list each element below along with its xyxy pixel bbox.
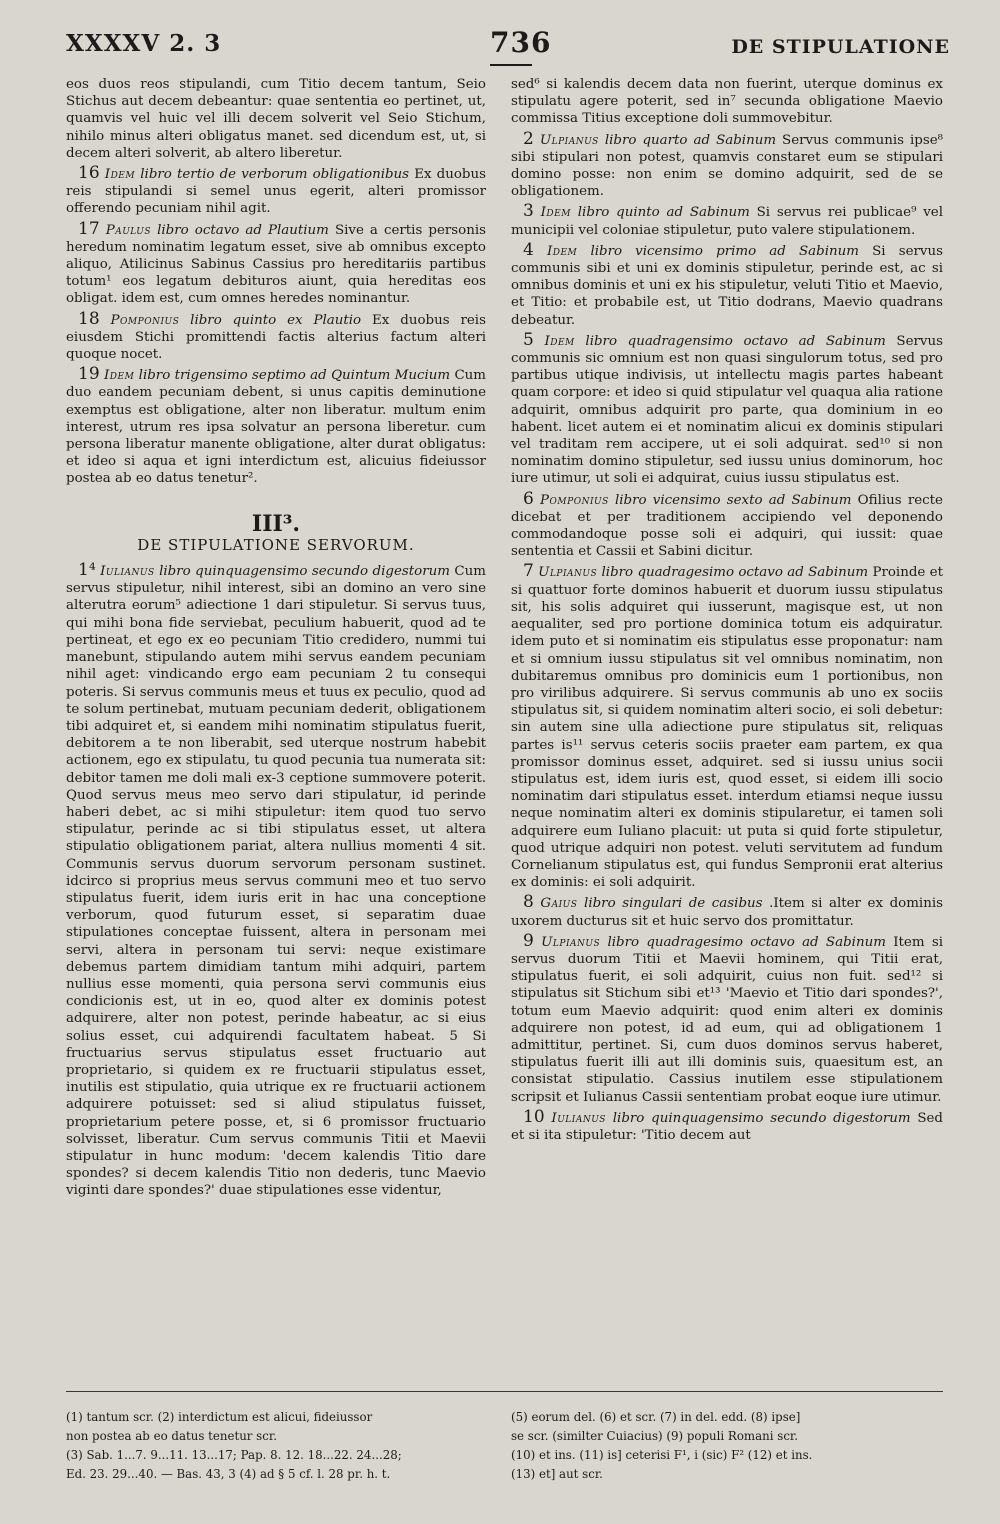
fragment-source: libro quadragensimo octavo ad Sabinum bbox=[585, 333, 886, 349]
fragment-entry bbox=[66, 366, 486, 487]
fragment-number: 5 bbox=[523, 329, 534, 350]
fragment-author: Iulianus bbox=[100, 564, 155, 580]
section-number: III³. bbox=[251, 510, 301, 537]
fragment-source: libro vicensimo sexto ad Sabinum bbox=[614, 492, 852, 508]
fragment-entry bbox=[511, 488, 943, 561]
fragment-text: Ofilius recte dicebat et per traditionem accipiendo vel deponendo commodandoque posse soli ei adquiri, qui iussit: quae sententia et Cassii et Sabini dicitur. bbox=[511, 492, 943, 560]
fragment-source: libro quinto ad Sabinum bbox=[577, 205, 750, 221]
fragment-author: Idem bbox=[104, 368, 135, 384]
header-book-reference: XXXXV 2. 3 bbox=[66, 30, 222, 57]
fragment-source: libro trigensimo septimo ad Quintum Mucium bbox=[138, 368, 451, 384]
footnote-line: se scr. (similter Cuiacius) (9) populi Romani scr. bbox=[511, 1429, 799, 1443]
footnote-line: (13) et] aut scr. bbox=[511, 1467, 603, 1481]
right-entries bbox=[511, 128, 944, 1145]
fragment-author: Gaius bbox=[540, 896, 578, 912]
right-intro-paragraph: sed⁶ si kalendis decem data non fuerint, uterque dominus ex stipulatu agere poterit, sed in⁷ secunda obligatione Maevio commissa Titius exceptione doli summovebitur. bbox=[511, 77, 943, 127]
footnotes-right bbox=[511, 1408, 943, 1484]
fragment-author: Ulpianus bbox=[541, 934, 601, 950]
fragment-text: Cum servus stipuletur, nihil interest, sibi an domino an vero sine alterutra eorum⁵ adiectione 1 dari stipuletur. Si servus tuus, qui mihi bona fide serviebat, peculium habuerit, quod ad te pertineat, et ego ex eo pecuniam Titio credidero, nummi tui manebunt, stipulando autem mihi servus eandem pecuniam nihil aget: vindicando ergo eam pecuniam 2 tu consequi poteris. Si servus communis meus et tuus ex peculio, quod ad te solum pertinebat, mutuam pecuniam dederit, obligationem tibi adquiret et, si eandem mihi nominatim stipulatus fuerit, debitorem a te non liberabit, sed uterque nostrum habebit actionem, ego ex stipulatu, tu quod pecunia tua numerata sit: debitor tamen me doli mali ex-3 ceptione summovere poterit. Quod servus meus meo servo dari stipulatur, id perinde haberi debet, ac si mihi stipuletur: item quod tuo servo stipulatur, perinde ac si tibi stipulatus esset, ut altera stipulatio obligationem pariat, altera nullius momenti 4 sit. Communis servus duorum servorum personam sustinet. idcirco si proprius meus servus communi meo et tuo servo stipulatus fuerit, idem iuris erit in hac una conceptione verborum, quod futurum esset, si separatim duae stipulationes conceptae fuissent, altera in personam mei servi, altera in personam tui servi: neque existimare debemus partem dimidiam tantum mihi adquiri, partem nullius esse momenti, quia persona servi communis eius condicionis est, ut in eo, quod alter ex dominis potest adquirere, alter non potest, perinde habeatur, ac si eius solius esset, cui adquirendi facultatem habeat. 5 Si fructuarius servus stipulatus esset fructuario aut proprietario, si quidem ex re fructuarii stipulatus esset, inutilis est stipulatio, quia utrique ex re fructuarii actionem adquirere potuisset: sed si aliud stipulatus fuisset, proprietarium petere posse, et, si 6 promissor fructuario solvisset, liberatur. Cum servus communis Titii et Maevii stipulatur in hunc modum: 'decem kalendis Titio dare spondes? si decem kalendis Titio non dederis, tunc Maevio viginti dare spondes?' duae stipulationes esse videntur, bbox=[66, 564, 486, 1199]
fragment-author: Paulus bbox=[105, 222, 152, 238]
fragment-source: libro vicensimo primo ad Sabinum bbox=[590, 243, 859, 259]
fragment-author: Idem bbox=[546, 243, 578, 259]
fragment-entry bbox=[511, 1106, 943, 1144]
fragment-entry bbox=[511, 930, 943, 1106]
page-number: 736 bbox=[490, 26, 552, 59]
section-entries bbox=[66, 562, 486, 1200]
fragment-entry bbox=[66, 218, 486, 308]
fragment-author: Iulianus bbox=[551, 1110, 606, 1126]
fragment-number: 6 bbox=[523, 488, 534, 509]
fragment-source: libro singulari de casibus bbox=[584, 896, 763, 912]
fragment-number: 4 bbox=[523, 239, 534, 260]
fragment-text: Cum duo eandem pecuniam debent, si unus capitis deminutione exemptus est obligatione, alter non liberatur. multum enim interest, utrum res ipsa solvatur an persona liberetur. cum persona liberatur manente obligatione, alter durat obligatus: et ideo si aqua et igni interdictum est, alicuius fideiussor postea ab eo datus tenetur². bbox=[66, 368, 487, 487]
fragment-author: Pomponius bbox=[540, 492, 609, 508]
fragment-number: 18 bbox=[78, 308, 100, 329]
fragment-text: Si servus rei publicae⁹ vel municipii vel coloniae stipuletur, puto valere stipulationem. bbox=[511, 205, 944, 238]
fragment-entry bbox=[511, 239, 943, 329]
left-intro-paragraph: eos duos reos stipulandi, cum Titio decem tantum, Seio Stichus aut decem debeantur: quae sententia eo pertinet, ut, quamvis vel huic vel illi decem solverit vel Seio Stichum, nihilo minus alteri obligatus manet. sed dicendum est, ut, si decem alteri solverit, ab altero liberetur. bbox=[66, 77, 486, 161]
footnote-line: (5) eorum del. (6) et scr. (7) in del. edd. (8) ipse] bbox=[511, 1410, 801, 1424]
fragment-entry bbox=[511, 203, 943, 238]
fragment-number: 3 bbox=[523, 201, 534, 222]
fragment-source: libro quadragesimo octavo ad Sabinum bbox=[607, 934, 886, 950]
footnote-line: non postea ab eo datus tenetur scr. bbox=[66, 1429, 277, 1443]
fragment-text: Sive a certis personis heredum nominatim legatum esset, sive ab omnibus excepto aliquo, Atilicinus Sabinus Cassius pro hereditariis partibus totum¹ eos legatum debituros aiunt, quia hereditas eos obligat. idem est, cum omnes heredes nominantur. bbox=[66, 222, 486, 307]
footnote-line: Ed. 23. 29...40. — Bas. 43, 3 (4) ad § 5 cf. l. 28 pr. h. t. bbox=[66, 1467, 391, 1481]
fragment-text: Ex duobus reis eiusdem Stichi promittendi factis alterius factum alteri quoque nocet. bbox=[66, 312, 486, 363]
fragment-text: Si servus communis sibi et uni ex dominis stipuletur, perinde est, ac si omnibus dominis et uni ex his stipuletur, veluti Titio et Maevio, et Titio: et probabile est, ut Titio dodrans, Maevio quadrans debeatur. bbox=[511, 243, 943, 328]
footnotes-left bbox=[66, 1408, 486, 1484]
footnote-line: (3) Sab. 1...7. 9...11. 13...17; Pap. 8. 12. 18...22. 24...28; bbox=[66, 1448, 402, 1462]
fragment-number: 2 bbox=[523, 128, 534, 149]
fragment-entry bbox=[66, 562, 486, 1200]
fragment-author: Ulpianus bbox=[538, 565, 598, 581]
fragment-author: Pomponius bbox=[110, 312, 180, 328]
fragment-source: libro quinto ex Plautio bbox=[190, 312, 362, 328]
fragment-source: libro quarto ad Sabinum bbox=[604, 132, 777, 148]
footnote-line: (10) et ins. (11) is] ceterisi F¹, i (sic) F² (12) et ins. bbox=[511, 1448, 813, 1462]
fragment-text: Ex duobus reis stipulandi si semel unus egerit, alteri promissor offerendo pecuniam nihil agit. bbox=[66, 167, 486, 217]
fragment-text: Item si servus duorum Titii et Maevii hominem, qui Titii erat, stipulatus fuerit, ei soli adquirit, cuius non fuit. sed¹² si stipulatus sit Stichum sibi et¹³ 'Maevio et Titio dari spondes?', totum eum Maevio adquirit: quod enim alteri ex dominis adquirere non potest, id ad eum, qui ad obligationem 1 admittitur, pertinet. Si, cum duos dominos servus haberet, stipulatus fuerit illi aut illi dominis suis, quaesitum est, an consistat stipulatio. Cassius inutilem esse stipulationem scripsit et Iulianus Cassii sententiam probat eoque iure utimur. bbox=[511, 934, 943, 1105]
fragment-number: 1⁴ bbox=[78, 560, 96, 581]
fragment-number: 8 bbox=[523, 892, 534, 913]
left-entries bbox=[66, 165, 486, 488]
fragment-text: Servus communis ipse⁸ sibi stipulari non potest, quamvis constaret eum se stipulari domino posse: non enim se domino adquirit, sed de se obligationem. bbox=[511, 132, 944, 200]
fragment-number: 9 bbox=[523, 930, 534, 951]
fragment-entry bbox=[66, 308, 486, 364]
fragment-number: 7 bbox=[523, 561, 534, 582]
left-column bbox=[66, 76, 486, 1203]
fragment-entry bbox=[511, 128, 944, 201]
fragment-source: libro quadragesimo octavo ad Sabinum bbox=[601, 565, 869, 581]
fragment-entry bbox=[66, 165, 486, 218]
fragment-source: libro quinquagensimo secundo digestorum bbox=[612, 1110, 911, 1126]
fragment-number: 17 bbox=[78, 218, 100, 239]
fragment-text: Sed et si ita stipuletur: 'Titio decem aut bbox=[511, 1110, 943, 1143]
fragment-source: libro tertio de verborum obligationibus bbox=[140, 167, 410, 183]
fragment-text: Proinde et si quattuor forte dominos habuerit et duorum iussu stipulatus sit, his solis adquiret qui iusserunt, magisque est, ut non aequaliter, sed pro portione dominica totum eis adquiratur. idem puto et si nominatim eis stipulatus esse proponatur: nam et si omnium iussu stipulatus sit vel omnibus nominatim, non dubitaremus omnibus pro dominicis eum 1 portionibus, non pro virilibus adquirere. Si servus communis ab uno ex sociis stipulatus sit, si quidem nominatim alteri socio, ei soli debetur: sin autem sine ulla adiectione pure stipulatus sit, reliquas partes is¹¹ servus ceteris sociis praeter eam partem, ex qua promissor dominus esset, adquiret. sed si iussu unius socii stipulatus est, idem iuris est, quod esset, si eidem illi socio nominatim dari stipulatus esset. interdum etiamsi neque iussu neque nominatim alteri ex dominis stipularetur, ei tamen soli adquirere eum Iuliano placuit: ut puta si quid forte stipuletur, quod utrique adquiri non potest. veluti servitutem ad fundum Cornelianum stipulatus est, qui fundus Sempronii erat alterius ex dominis: ei soli adquirit. bbox=[511, 565, 943, 891]
header-title: DE STIPULATIONE bbox=[731, 36, 950, 58]
section-title: DE STIPULATIONE SERVORUM. bbox=[137, 535, 415, 554]
fragment-entry bbox=[511, 563, 943, 891]
fragment-entry bbox=[511, 329, 943, 488]
right-column bbox=[511, 76, 943, 1147]
fragment-source: libro quinquagensimo secundo digestorum bbox=[159, 564, 450, 580]
fragment-author: Idem bbox=[540, 205, 571, 221]
fragment-author: Idem bbox=[104, 167, 136, 183]
fragment-author: Ulpianus bbox=[539, 132, 599, 148]
fragment-source: libro octavo ad Plautium bbox=[157, 222, 329, 238]
fragment-author: Idem bbox=[544, 333, 575, 349]
fragment-text: .Item si alter ex dominis uxorem ducturus sit et huic servo dos promittatur. bbox=[511, 896, 943, 929]
header-rule bbox=[490, 64, 532, 66]
footnote-rule bbox=[66, 1391, 943, 1392]
fragment-number: 19 bbox=[78, 364, 100, 385]
fragment-entry bbox=[511, 894, 943, 929]
fragment-number: 10 bbox=[523, 1106, 545, 1127]
fragment-text: Servus communis sic omnium est non quasi singulorum totus, sed pro partibus utique indivisis, ut intellectu magis partes habeant quam corpore: et ideo si quid stipulatur vel quaqua alia ratione adquirit, omnibus adquirit pro parte, qua dominium in eo habent. licet autem ei et nominatim alicui ex dominis stipulari vel traditam rem accipere, ut ei soli adquirat. sed¹⁰ si non nominatim domino stipuletur, sed iussu unius dominorum, hoc iure utimur, ut soli ei adquirat, cuius iussu stipulatus est. bbox=[511, 333, 943, 487]
fragment-number: 16 bbox=[78, 163, 100, 184]
footnote-line: (1) tantum scr. (2) interdictum est alicui, fideiussor bbox=[66, 1410, 373, 1424]
